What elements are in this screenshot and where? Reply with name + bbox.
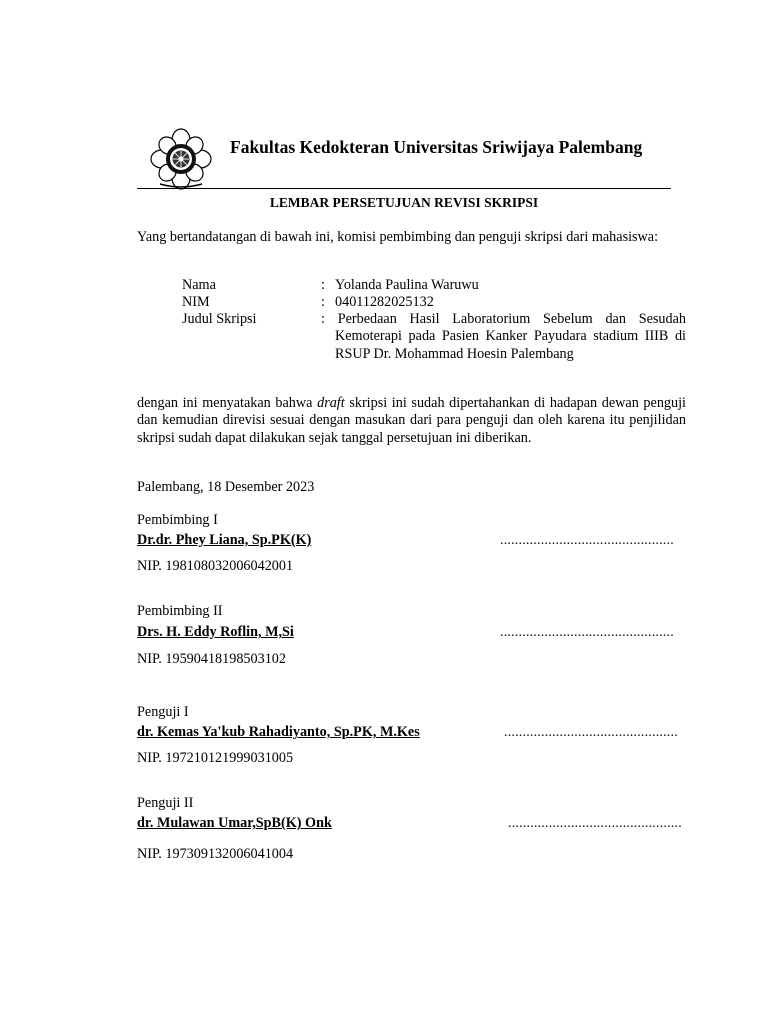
thesis-title-value <box>321 311 686 363</box>
nim-value: 04011282025132 <box>335 294 434 310</box>
statement-draft-word: draft <box>317 395 345 411</box>
signature-line: ............................................... <box>504 725 678 740</box>
signer-nip: NIP. 197309132006041004 <box>137 846 294 862</box>
signer-role: Pembimbing II <box>137 603 223 619</box>
thesis-title-label: Judul Skripsi <box>182 311 257 327</box>
statement-text: dengan ini menyatakan bahwa <box>137 395 318 411</box>
name-label: Nama <box>182 277 216 293</box>
document-title: LEMBAR PERSETUJUAN REVISI SKRIPSI <box>269 195 539 210</box>
header-divider <box>137 188 671 189</box>
nim-colon: : <box>321 294 325 310</box>
institution-name: Fakultas Kedokteran Universitas Sriwijaya Palembang <box>230 137 643 157</box>
nim-label: NIM <box>182 294 210 310</box>
signer-name: Dr.dr. Phey Liana, Sp.PK(K) <box>137 532 312 548</box>
name-value: Yolanda Paulina Waruwu <box>335 277 479 293</box>
intro-paragraph: Yang bertandatangan di bawah ini, komisi pembimbing dan penguji skripsi dari mahasiswa: <box>137 229 659 245</box>
signer-name: Drs. H. Eddy Roflin, M,Si <box>137 624 294 640</box>
university-crest-icon <box>150 128 212 190</box>
signature-line: ............................................... <box>508 816 682 831</box>
statement-paragraph <box>137 395 686 447</box>
signer-role: Penguji I <box>137 704 189 720</box>
signer-role: Pembimbing I <box>137 512 218 528</box>
thesis-title-line: RSUP Dr. Mohammad Hoesin Palembang <box>335 345 574 362</box>
signer-name: dr. Mulawan Umar,SpB(K) Onk <box>137 815 332 831</box>
statement-text: skripsi ini sudah dipertahankan di hadapan dewan penguji dan kemudian direvisi sesuai dengan masukan dari para penguji dan oleh karena itu penjilidan skripsi sudah dapat dilakukan sejak tanggal persetujuan ini diberikan. <box>137 395 686 446</box>
signer-role: Penguji II <box>137 795 194 811</box>
name-colon: : <box>321 277 325 293</box>
thesis-title-line: Kemoterapi pada Pasien Kanker Payudara stadium IIIB di <box>335 328 686 345</box>
signer-nip: NIP. 198108032006042001 <box>137 558 294 574</box>
signature-line: ............................................... <box>500 533 674 548</box>
signature-line: ............................................... <box>500 625 674 640</box>
signer-nip: NIP. 197210121999031005 <box>137 750 294 766</box>
signer-name: dr. Kemas Ya'kub Rahadiyanto, Sp.PK, M.Kes <box>137 724 420 740</box>
place-date: Palembang, 18 Desember 2023 <box>137 479 315 495</box>
thesis-title-line: : Perbedaan Hasil Laboratorium Sebelum dan Sesudah <box>321 311 686 327</box>
signer-nip: NIP. 19590418198503102 <box>137 651 286 667</box>
